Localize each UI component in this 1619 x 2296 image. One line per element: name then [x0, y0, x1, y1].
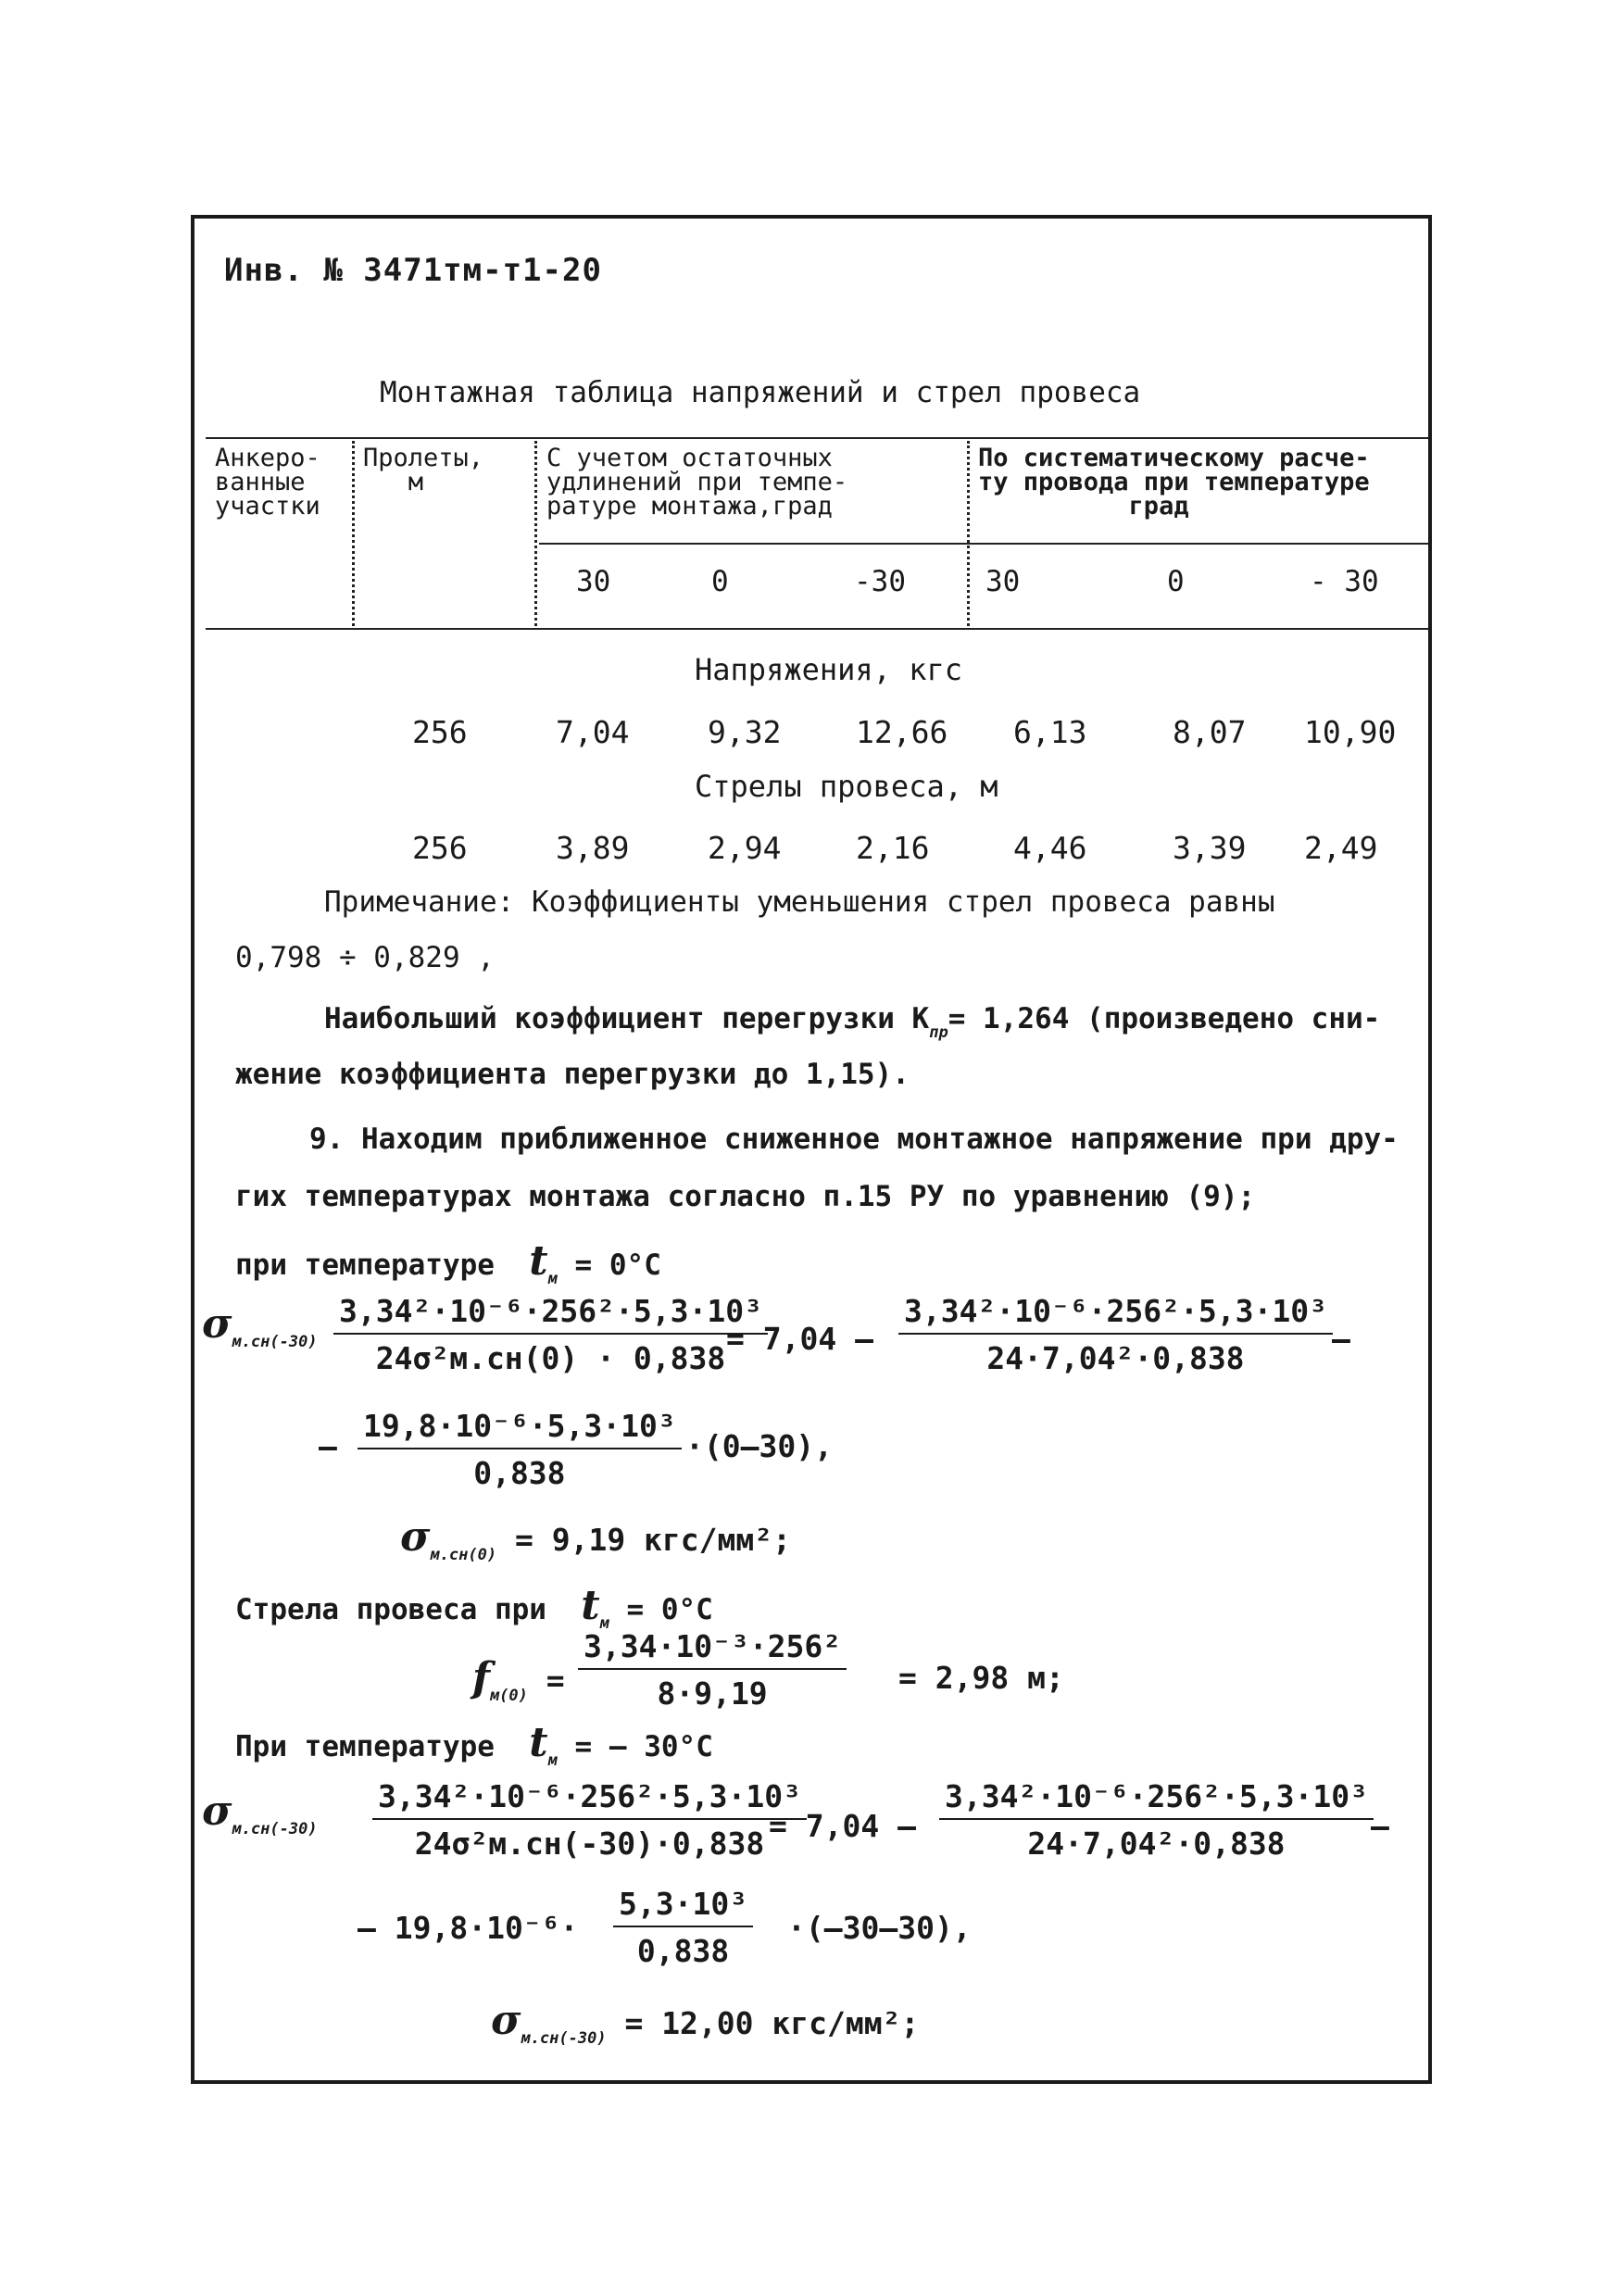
stress-value: 10,90 [1304, 714, 1397, 750]
fraction-numerator: 3,34·10⁻³·256² [578, 1628, 847, 1670]
col-divider [352, 441, 355, 626]
temp-1-3: -30 [854, 565, 906, 598]
sag-value: 2,16 [856, 830, 930, 866]
col-divider [534, 441, 537, 626]
sag-temp: = 0°C [626, 1593, 713, 1626]
item9-line-2: гих температурах монтажа согласно п.15 РУ по уравнению (9); [235, 1180, 1256, 1213]
table-title: Монтажная таблица напряжений и стрел провеса [380, 376, 1141, 409]
sag-value: 4,46 [1013, 830, 1087, 866]
result-0 [400, 1513, 791, 1564]
table-bottom-rule [206, 628, 1428, 630]
overload-text-tail: = 1,264 (произведено сни- [948, 1002, 1381, 1035]
formula-1-tail: – [1332, 1321, 1350, 1357]
formula-2-frac-2 [939, 1778, 1374, 1862]
col-divider [967, 441, 970, 626]
temp-1-2: 0 [711, 565, 729, 598]
fraction-numerator: 3,34²·10⁻⁶·256²·5,3·10³ [898, 1293, 1333, 1335]
temp-2-1: 30 [985, 565, 1021, 598]
fraction-denominator: 8·9,19 [657, 1675, 768, 1712]
header-spans: Пролеты, м [363, 444, 484, 496]
t-subscript: м [547, 1751, 558, 1770]
note-line-2: 0,798 ÷ 0,829 , [235, 941, 495, 974]
sag-at-0 [235, 1582, 713, 1633]
at-temp-label: При температуре [235, 1730, 495, 1763]
f-subscript: м(0) [489, 1687, 528, 1705]
fraction-denominator: 0,838 [473, 1455, 566, 1491]
t0-value: = 0°C [574, 1248, 661, 1282]
document-frame [191, 215, 1432, 2084]
item9-line-1: 9. Находим приближенное сниженное монтажное напряжение при дру- [309, 1123, 1399, 1156]
formula-1-line2-tail: ·(0–30), [685, 1428, 833, 1464]
sigma-subscript: м.сн(0) [430, 1546, 497, 1564]
section-sag: Стрелы провеса, м [695, 769, 998, 804]
inventory-number: Инв. № 3471тм-т1-20 [224, 252, 602, 289]
formula-2-frac-1 [372, 1778, 807, 1862]
sag-lhs: $f_{м(0)}$ = [472, 1654, 565, 1705]
formula-2-mid: = 7,04 – [769, 1808, 916, 1844]
fraction-denominator: 24·7,04²·0,838 [986, 1340, 1245, 1376]
at-temp-label: при температуре [235, 1248, 495, 1282]
formula-2-lhs [202, 1788, 318, 1838]
fraction-numerator: 3,34²·10⁻⁶·256²·5,3·10³ [333, 1293, 768, 1335]
stress-value: 8,07 [1173, 714, 1247, 750]
t-symbol: t [529, 1237, 548, 1285]
sigma-symbol: σ [491, 1997, 521, 2044]
t-symbol: t [529, 1719, 548, 1766]
fraction-denominator: 0,838 [636, 1933, 730, 1969]
header-anchor-sections: Анкеро- ванные участки [215, 444, 320, 521]
fraction-numerator: 5,3·10³ [613, 1886, 753, 1927]
overload-text: Наибольший коэффициент перегрузки K [324, 1002, 930, 1035]
t-symbol: t [581, 1582, 600, 1629]
formula-1-frac-3 [358, 1408, 682, 1491]
sag-label: Стрела провеса при [235, 1593, 546, 1626]
sigma-subscript: м.сн(-30) [232, 1333, 318, 1351]
stress-value: 7,04 [556, 714, 630, 750]
mounting-table-header [206, 437, 1428, 632]
temp-2-3: - 30 [1310, 565, 1379, 598]
fraction-numerator: 3,34²·10⁻⁶·256²·5,3·10³ [372, 1778, 807, 1820]
sag-value: 3,39 [1173, 830, 1247, 866]
overload-subscript: пр [929, 1023, 948, 1042]
header-group-residual: С учетом остаточных удлинений при темпе- ратуре монтажа,град [546, 444, 848, 521]
formula-2-tail: – [1371, 1808, 1389, 1844]
formula-2-frac-3 [613, 1886, 753, 1969]
fraction-numerator: 19,8·10⁻⁶·5,3·10³ [358, 1408, 682, 1449]
f-symbol: f [472, 1654, 490, 1701]
temp-1-1: 30 [576, 565, 611, 598]
overload-line-1 [324, 1002, 1380, 1042]
table-mid-rule [539, 543, 1428, 545]
formula-2-line2-lead: – 19,8·10⁻⁶· [358, 1910, 579, 1946]
table-top-rule [206, 437, 1428, 439]
overload-line-2: жение коэффициента перегрузки до 1,15). [235, 1058, 910, 1091]
sag-value: 3,89 [556, 830, 630, 866]
sigma-symbol: σ [202, 1788, 232, 1835]
formula-1-frac-2 [898, 1293, 1333, 1376]
fraction-denominator: 24σ²м.сн(0) · 0,838 [375, 1340, 726, 1376]
result-m30 [491, 1997, 919, 2048]
sag-span: 256 [412, 830, 468, 866]
result-m30-value: = 12,00 кгс/мм²; [624, 2005, 920, 2041]
sag-value: 2,94 [708, 830, 782, 866]
at-temp-0 [235, 1237, 661, 1288]
formula-1-line2-lead: – [319, 1428, 337, 1464]
stress-span: 256 [412, 714, 468, 750]
sag-result: = 2,98 м; [898, 1660, 1064, 1696]
t-subscript: м [547, 1270, 558, 1288]
sag-fraction [578, 1628, 847, 1712]
t-subscript: м [599, 1614, 609, 1633]
temp-2-2: 0 [1167, 565, 1185, 598]
note-line-1: Примечание: Коэффициенты уменьшения стрел провеса равны [324, 885, 1275, 919]
fraction-numerator: 3,34²·10⁻⁶·256²·5,3·10³ [939, 1778, 1374, 1820]
stress-value: 9,32 [708, 714, 782, 750]
sigma-subscript: м.сн(-30) [521, 2029, 607, 2048]
formula-1-frac-1 [333, 1293, 768, 1376]
result-0-value: = 9,19 кгс/мм²; [514, 1522, 791, 1558]
header-group-systematic: По систематическому расче- ту провода при температуре град [978, 444, 1370, 521]
formula-2-line2-tail: ·(–30–30), [787, 1910, 972, 1946]
formula-1-lhs [202, 1300, 318, 1351]
section-stress: Напряжения, кгс [695, 652, 962, 687]
stress-value: 12,66 [856, 714, 948, 750]
sigma-symbol: σ [202, 1300, 232, 1348]
stress-value: 6,13 [1013, 714, 1087, 750]
at-temp-m30 [235, 1719, 713, 1770]
fraction-denominator: 24·7,04²·0,838 [1027, 1826, 1286, 1862]
sigma-subscript: м.сн(-30) [232, 1820, 318, 1838]
sigma-symbol: σ [400, 1513, 431, 1561]
tm30-value: = – 30°C [574, 1730, 713, 1763]
fraction-denominator: 24σ²м.сн(-30)·0,838 [414, 1826, 765, 1862]
sag-value: 2,49 [1304, 830, 1378, 866]
formula-1-mid: = 7,04 – [726, 1321, 873, 1357]
